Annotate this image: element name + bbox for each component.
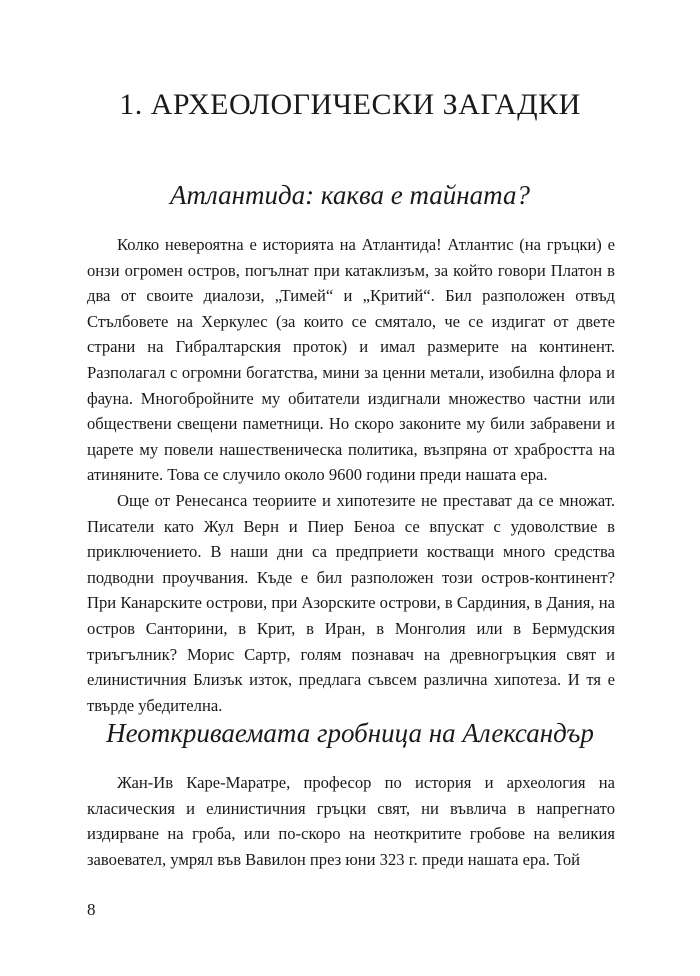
chapter-title: 1. АРХЕОЛОГИЧЕСКИ ЗАГАДКИ (119, 88, 581, 121)
section-heading-alexander-tomb: Неоткриваемата гробница на Александър (106, 718, 594, 748)
section-heading-atlantis: Атлантида: каква е тайната? (169, 180, 531, 210)
section-body-atlantis (87, 232, 615, 718)
paragraph: Колко невероятна е историята на Атлантида! Атлантис (на гръцки) е онзи огромен остров, погълнат при катаклизъм, за който говори Платон в два от своите диалози, „Тимей“ и „Критий“. Бил разположен отвъд Стълбовете на Херкулес (за които се смятало, че се издигат от двете страни на Гибралтарския проток) и имал размерите на континент. Разполагал с огромни богатства, мини за ценни метали, изобилна флора и фауна. Многобройните му обитатели издигнали множество частни или обществени свещени паметници. Но скоро законите му били забравени и царете му повели нашественическа политика, възпряна от храбростта на атиняните. Това се случило около 9600 години преди нашата ера. (87, 235, 615, 485)
section-body-alexander-tomb (87, 770, 615, 872)
page-number: 8 (87, 900, 96, 919)
paragraph: Още от Ренесанса теориите и хипотезите не престават да се множат. Писатели като Жул Верн и Пиер Беноа се впускат с удоволствие в приключението. В наши дни са предприети костващи много средства подводни проучвания. Къде е бил разположен този остров-континент? При Канарските острови, при Азорските острови, в Сардиния, в Дания, на остров Санторини, в Крит, в Иран, в Монголия или в Бермудския триъгълник? Морис Сартр, голям познавач на древногръцкия свят и елинистичния Близък изток, предлага съвсем различна хипотеза. И тя е твърде убедителна. (87, 490, 615, 715)
paragraph: Жан-Ив Каре-Маратре, професор по история и археология на класическия и елинистичния гръцки свят, ни въвлича в напрегнато издирване на гроба, или по-скоро на неоткритите гробове на великия завоевател, умрял във Вавилон през юни 323 г. преди нашата ера. Той (87, 773, 615, 869)
